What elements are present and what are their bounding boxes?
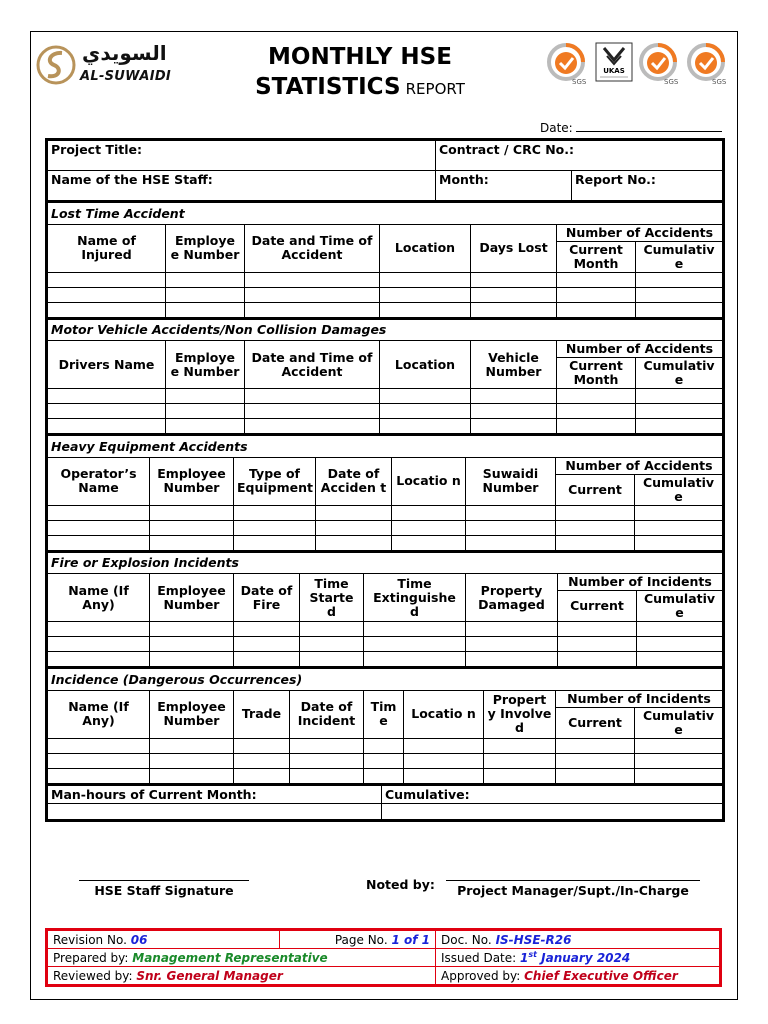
prepared-cell [48, 949, 436, 967]
cell[interactable] [316, 535, 392, 550]
cell[interactable] [471, 272, 557, 287]
group-header: Number of Incidents [558, 574, 723, 591]
doc-value: IS-HSE-R26 [495, 932, 572, 947]
cell[interactable] [234, 768, 290, 783]
manager-signature[interactable] [446, 880, 700, 898]
cell[interactable] [166, 272, 245, 287]
page-value: 1 of 1 [391, 932, 430, 947]
doc-label: Doc. No. [441, 932, 492, 947]
cell[interactable] [556, 738, 635, 753]
cell[interactable] [471, 389, 557, 404]
cell[interactable] [637, 637, 723, 652]
logo-latin-text: AL-SUWAIDI [80, 69, 172, 84]
sgs-text: SGS [712, 78, 727, 86]
cell[interactable] [558, 637, 637, 652]
column-header: Type of Equipment [234, 457, 316, 505]
fire-explosion-incidents-table [47, 551, 723, 668]
cell[interactable] [635, 738, 723, 753]
cell[interactable] [300, 637, 364, 652]
cell[interactable] [48, 637, 150, 652]
column-header: Date of Fire [234, 574, 300, 622]
column-header: Name (If Any) [48, 574, 150, 622]
cell[interactable] [636, 404, 723, 419]
cell[interactable] [471, 419, 557, 434]
cell[interactable] [316, 520, 392, 535]
cell[interactable] [557, 404, 636, 419]
info-table [47, 140, 723, 201]
cell[interactable] [466, 505, 556, 520]
page-label: Page No. [334, 932, 388, 947]
group-header: Number of Accidents [557, 341, 723, 358]
cell[interactable] [234, 753, 290, 768]
column-header: Time Starte d [300, 574, 364, 622]
table-row [48, 753, 723, 768]
month-field[interactable]: Month: [436, 171, 572, 201]
table-row [48, 287, 723, 302]
cell[interactable] [558, 652, 637, 667]
column-header: Propert y Involve d [484, 690, 556, 738]
column-header: Current [556, 707, 635, 738]
cell[interactable] [234, 520, 316, 535]
cell[interactable] [166, 287, 245, 302]
cell[interactable] [636, 287, 723, 302]
cell[interactable] [404, 768, 484, 783]
section-title: Motor Vehicle Accidents/Non Collision Damages [48, 319, 723, 341]
prepared-label: Prepared by: [53, 950, 129, 965]
column-header: Cumulativ e [637, 591, 723, 622]
cell[interactable] [150, 505, 234, 520]
cell[interactable] [48, 505, 150, 520]
table-row [48, 652, 723, 667]
column-header: Suwaidi Number [466, 457, 556, 505]
cell[interactable] [380, 389, 471, 404]
group-header: Number of Accidents [556, 457, 723, 474]
column-header: Employe e Number [166, 224, 245, 272]
cell[interactable] [556, 768, 635, 783]
cell[interactable] [637, 622, 723, 637]
cell[interactable] [48, 768, 150, 783]
section-title: Heavy Equipment Accidents [48, 435, 723, 457]
column-header: Current [556, 474, 635, 505]
table-row [48, 535, 723, 550]
issued-rest: January 2024 [541, 951, 631, 965]
cell[interactable] [635, 753, 723, 768]
page-cell [280, 931, 436, 949]
cell[interactable] [466, 622, 558, 637]
approved-label: Approved by: [441, 968, 521, 983]
cell[interactable] [635, 768, 723, 783]
report-no-field[interactable]: Report No.: [572, 171, 723, 201]
manhours-table [47, 784, 723, 820]
cell[interactable] [471, 287, 557, 302]
column-header: Current Month [557, 241, 636, 272]
cell[interactable] [234, 738, 290, 753]
cell[interactable] [392, 520, 466, 535]
date-line[interactable] [576, 122, 722, 132]
group-header: Number of Incidents [556, 690, 723, 707]
cell[interactable] [471, 302, 557, 317]
cell[interactable] [150, 622, 234, 637]
cell[interactable] [245, 389, 380, 404]
table-row [48, 272, 723, 287]
revision-value: 06 [130, 932, 148, 947]
cell[interactable] [380, 404, 471, 419]
hse-staff-signature[interactable] [79, 880, 249, 898]
manhours-current-field[interactable]: Man-hours of Current Month: [48, 785, 382, 804]
issued-value [520, 951, 630, 965]
reviewed-value: Snr. General Manager [136, 968, 283, 983]
cell[interactable] [466, 520, 556, 535]
cell[interactable] [557, 419, 636, 434]
table-row [48, 404, 723, 419]
cell[interactable] [471, 404, 557, 419]
page-title [230, 42, 490, 104]
cell[interactable] [557, 302, 636, 317]
cell[interactable] [234, 505, 316, 520]
issued-label: Issued Date: [441, 951, 517, 965]
logo-arabic-text: السويدي [82, 41, 167, 65]
column-header: Employe e Number [166, 341, 245, 389]
table-row [48, 637, 723, 652]
date-field[interactable] [540, 121, 722, 135]
column-header: Tim e [364, 690, 404, 738]
column-header: Time Extinguishe d [364, 574, 466, 622]
signature-label: Project Manager/Supt./In-Charge [446, 880, 700, 898]
cell[interactable] [556, 505, 635, 520]
cell[interactable] [48, 419, 166, 434]
cell[interactable] [48, 652, 150, 667]
cell[interactable] [150, 520, 234, 535]
cell[interactable] [404, 753, 484, 768]
cell[interactable] [380, 419, 471, 434]
lost-time-accident-table [47, 201, 723, 318]
cell[interactable] [245, 404, 380, 419]
issued-day: 1 [520, 951, 529, 965]
project-title-field[interactable]: Project Title: [48, 141, 436, 171]
issued-cell [436, 949, 720, 967]
cell[interactable] [300, 622, 364, 637]
cell[interactable] [150, 753, 234, 768]
signature-label: HSE Staff Signature [79, 880, 249, 898]
column-header: Trade [234, 690, 290, 738]
cell[interactable] [290, 753, 364, 768]
column-header: Date and Time of Accident [245, 341, 380, 389]
hse-staff-field[interactable]: Name of the HSE Staff: [48, 171, 436, 201]
cell[interactable] [234, 637, 300, 652]
column-header: Cumulativ e [636, 358, 723, 389]
column-header: Cumulativ e [636, 241, 723, 272]
column-header: Employee Number [150, 457, 234, 505]
document-control-footer [45, 928, 722, 987]
table-row [48, 505, 723, 520]
ukas-text: UKAS [603, 67, 625, 75]
cell[interactable] [558, 622, 637, 637]
ukas-badge-icon [594, 42, 634, 86]
manhours-cumulative-field[interactable]: Cumulative: [382, 785, 723, 804]
cell[interactable] [557, 389, 636, 404]
cell[interactable] [364, 738, 404, 753]
column-header: Date of Incident [290, 690, 364, 738]
table-row [48, 419, 723, 434]
cell[interactable] [466, 652, 558, 667]
cell[interactable] [234, 652, 300, 667]
section-title: Lost Time Accident [48, 202, 723, 224]
cell[interactable] [316, 505, 392, 520]
column-header: Property Damaged [466, 574, 558, 622]
prepared-value: Management Representative [132, 950, 328, 965]
cell[interactable] [48, 272, 166, 287]
cell[interactable] [466, 637, 558, 652]
cell[interactable] [48, 389, 166, 404]
doc-cell [436, 931, 720, 949]
cell[interactable] [166, 419, 245, 434]
cell[interactable] [48, 287, 166, 302]
title-line-1: MONTHLY HSE [268, 44, 452, 70]
group-header: Number of Accidents [557, 224, 723, 241]
heavy-equipment-accidents-table [47, 434, 723, 551]
table-row [48, 622, 723, 637]
cell[interactable] [382, 803, 723, 819]
title-line-2: STATISTICS [255, 74, 401, 100]
column-header: Locatio n [404, 690, 484, 738]
date-label: Date: [540, 121, 573, 135]
column-header: Cumulativ e [635, 474, 723, 505]
cell[interactable] [484, 768, 556, 783]
column-header: Days Lost [471, 224, 557, 272]
cell[interactable] [556, 535, 635, 550]
column-header: Date of Acciden t [316, 457, 392, 505]
reviewed-label: Reviewed by: [53, 968, 133, 983]
cell[interactable] [635, 520, 723, 535]
cell[interactable] [234, 535, 316, 550]
column-header: Location [380, 224, 471, 272]
revision-cell [48, 931, 280, 949]
cell[interactable] [637, 652, 723, 667]
table-row [48, 302, 723, 317]
table-row [48, 738, 723, 753]
cell[interactable] [636, 302, 723, 317]
cell[interactable] [166, 302, 245, 317]
cell[interactable] [364, 768, 404, 783]
cell[interactable] [635, 505, 723, 520]
cell[interactable] [245, 302, 380, 317]
cell[interactable] [556, 753, 635, 768]
cell[interactable] [484, 738, 556, 753]
cell[interactable] [48, 302, 166, 317]
cell[interactable] [166, 404, 245, 419]
dangerous-occurrences-table [47, 667, 723, 784]
table-row [48, 768, 723, 783]
column-header: Date and Time of Accident [245, 224, 380, 272]
sgs-text: SGS [664, 78, 679, 86]
column-header: Vehicle Number [471, 341, 557, 389]
motor-vehicle-accidents-table [47, 318, 723, 435]
cell[interactable] [245, 287, 380, 302]
cell[interactable] [290, 738, 364, 753]
cell[interactable] [636, 272, 723, 287]
cell[interactable] [557, 287, 636, 302]
column-header: Location [380, 341, 471, 389]
table-row [48, 389, 723, 404]
cell[interactable] [484, 753, 556, 768]
cell[interactable] [636, 389, 723, 404]
cell[interactable] [380, 302, 471, 317]
cell[interactable] [48, 520, 150, 535]
column-header: Employee Number [150, 574, 234, 622]
cell[interactable] [404, 738, 484, 753]
column-header: Name of Injured [48, 224, 166, 272]
cell[interactable] [466, 535, 556, 550]
section-title: Fire or Explosion Incidents [48, 552, 723, 574]
sgs-badge-icon [686, 42, 730, 86]
cell[interactable] [557, 272, 636, 287]
cell[interactable] [364, 637, 466, 652]
cell[interactable] [290, 768, 364, 783]
cell[interactable] [150, 637, 234, 652]
cell[interactable] [364, 652, 466, 667]
revision-label: Revision No. [53, 932, 127, 947]
cell[interactable] [166, 389, 245, 404]
approved-value: Chief Executive Officer [524, 968, 678, 983]
column-header: Current Month [557, 358, 636, 389]
cell[interactable] [48, 535, 150, 550]
sgs-badge-icon [638, 42, 682, 86]
approved-cell [436, 967, 720, 985]
contract-field[interactable]: Contract / CRC No.: [436, 141, 723, 171]
column-header: Current [558, 591, 637, 622]
cell[interactable] [380, 287, 471, 302]
cell[interactable] [364, 753, 404, 768]
column-header: Drivers Name [48, 341, 166, 389]
cell[interactable] [150, 535, 234, 550]
column-header: Cumulativ e [635, 707, 723, 738]
cell[interactable] [392, 535, 466, 550]
column-header: Operator’s Name [48, 457, 150, 505]
cell[interactable] [300, 652, 364, 667]
reviewed-cell [48, 967, 436, 985]
cell[interactable] [48, 803, 382, 819]
cell[interactable] [48, 622, 150, 637]
cell[interactable] [392, 505, 466, 520]
section-title: Incidence (Dangerous Occurrences) [48, 668, 723, 690]
noted-by-label: Noted by: [366, 877, 435, 892]
sgs-badge-icon [546, 42, 590, 86]
cell[interactable] [234, 622, 300, 637]
cell[interactable] [556, 520, 635, 535]
title-suffix: REPORT [405, 80, 465, 98]
cell[interactable] [380, 272, 471, 287]
column-header: Employee Number [150, 690, 234, 738]
cell[interactable] [48, 404, 166, 419]
cell[interactable] [364, 622, 466, 637]
cell[interactable] [245, 272, 380, 287]
sgs-text: SGS [572, 78, 587, 86]
cell[interactable] [150, 738, 234, 753]
cell[interactable] [245, 419, 380, 434]
issued-sup: st [528, 950, 537, 959]
column-header: Locatio n [392, 457, 466, 505]
cell[interactable] [48, 738, 150, 753]
cell[interactable] [636, 419, 723, 434]
hse-form [45, 138, 725, 822]
column-header: Name (If Any) [48, 690, 150, 738]
cell[interactable] [150, 768, 234, 783]
cell[interactable] [48, 753, 150, 768]
cell[interactable] [150, 652, 234, 667]
cell[interactable] [635, 535, 723, 550]
table-row [48, 520, 723, 535]
